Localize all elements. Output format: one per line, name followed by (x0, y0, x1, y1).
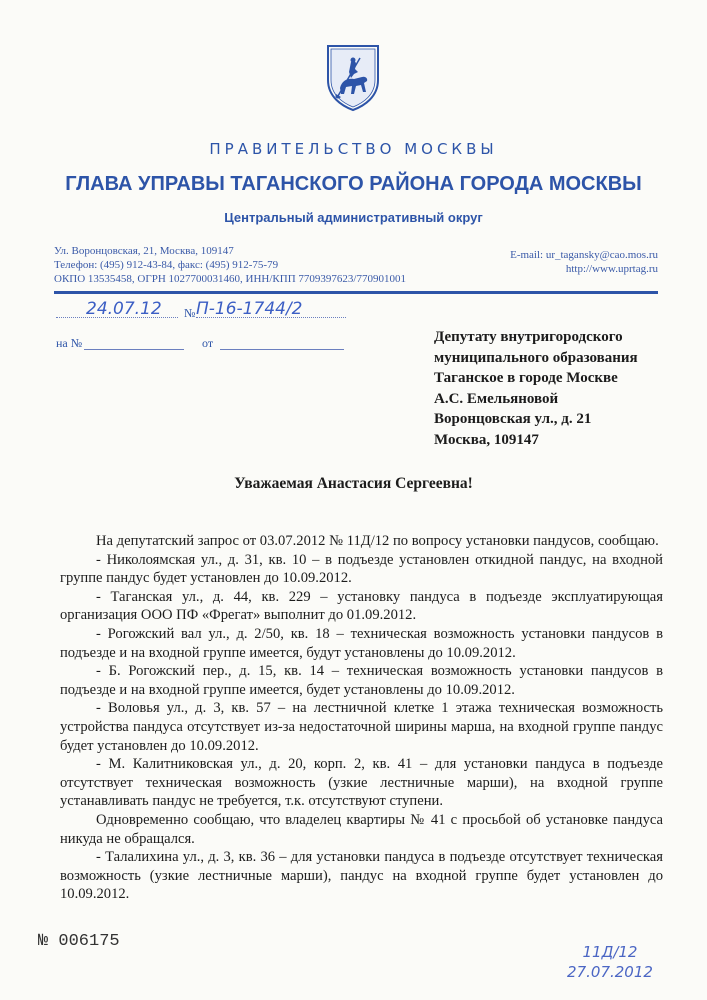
handwritten-date: 24.07.12 (86, 299, 162, 319)
number-label: № (184, 306, 196, 320)
form-number: № 006175 (38, 932, 120, 951)
head-title: ГЛАВА УПРАВЫ ТАГАНСКОГО РАЙОНА ГОРОДА МОСКВЫ (65, 173, 642, 195)
addressee-line: Воронцовская ул., д. 21 (434, 411, 592, 427)
address-line: Ул. Воронцовская, 21, Москва, 109147 (54, 245, 234, 257)
moscow-coat-of-arms-icon (324, 42, 382, 112)
handwritten-note (540, 942, 680, 982)
header-rule (54, 291, 658, 294)
paragraph: - Рогожский вал ул., д. 2/50, кв. 18 – техническая возможность установки пандусов в подъезде и на входной группе имеется, будут установлены до 10.09.2012. (60, 625, 663, 661)
addressee-block (434, 327, 694, 450)
letter-body (60, 532, 663, 904)
paragraph: - Талалихина ул., д. 3, кв. 36 – для установки пандуса в подъезде отсутствует техническая возможность (узкие лестничные марши), пандус на входной группе будет установлен до 10.09.2012. (60, 849, 663, 903)
paragraph: - Николоямская ул., д. 31, кв. 10 – в подъезде установлен откидной пандус, на входной группе пандус будет установлен до 10.09.2012. (60, 551, 663, 587)
na-field-line (84, 349, 184, 350)
addressee-line: Москва, 109147 (434, 431, 539, 448)
ot-label: от (202, 336, 214, 350)
paragraph: - М. Калитниковская ул., д. 20, корп. 2, кв. 41 – для установки пандуса в подъезде отсутствует техническая возможность (узкие лестничные марши), на входной группе устанавливать пандус не требуется, т.к. отсутствуют ступени. (60, 756, 663, 810)
okrug-subtitle: Центральный административный округ (224, 210, 483, 225)
handwritten-number: П-16-1744/2 (196, 299, 303, 319)
phone-line: Телефон: (495) 912-43-84, факс: (495) 912-75-79 (54, 259, 279, 271)
na-label: на № (56, 336, 83, 350)
addressee-line: А.С. Емельяновой (434, 390, 559, 407)
handwritten-ref: 11Д/12 (582, 943, 638, 961)
addressee-line: Таганское в городе Москве (434, 370, 618, 386)
ot-field-line (220, 349, 344, 350)
contacts-left (54, 244, 406, 286)
paragraph: - Б. Рогожский пер., д. 15, кв. 14 – техническая возможность установки пандусов в подъезде и на входной группе имеется, будет установлены до 10.09.2012. (60, 663, 663, 698)
contacts-right (498, 248, 658, 276)
addressee-line: муниципального образования (434, 349, 638, 366)
salutation: Уважаемая Анастасия Сергеевна! (234, 475, 473, 492)
website-line: http://www.uprtag.ru (565, 263, 658, 275)
paragraph: - Воловья ул., д. 3, кв. 57 – на лестничной клетке 1 этажа техническая возможность устройства пандуса отсутствует из-за недостаточной ширины марша, на входной группе пандус будет установлен до 10.09.2012. (60, 700, 663, 754)
paragraph: На депутатский запрос от 03.07.2012 № 11Д/12 по вопросу установки пандусов, сообщаю. (96, 533, 659, 549)
paragraph: - Таганская ул., д. 44, кв. 229 – установку пандуса в подъезде эксплуатирующая организация ООО ПФ «Фрегат» выполнит до 01.09.2012. (60, 588, 663, 624)
codes-line: ОКПО 13535458, ОГРН 1027700031460, ИНН/КПП 7709397623/770901001 (54, 273, 406, 285)
email-line: E-mail: ur_tagansky@cao.mos.ru (510, 249, 658, 261)
government-title: ПРАВИТЕЛЬСТВО МОСКВЫ (209, 140, 498, 158)
addressee-line: Депутату внутригородского (434, 329, 623, 345)
handwritten-date-footer: 27.07.2012 (567, 963, 653, 981)
paragraph: Одновременно сообщаю, что владелец квартиры № 41 с просьбой об установке пандуса никуда не обращался. (60, 811, 663, 847)
